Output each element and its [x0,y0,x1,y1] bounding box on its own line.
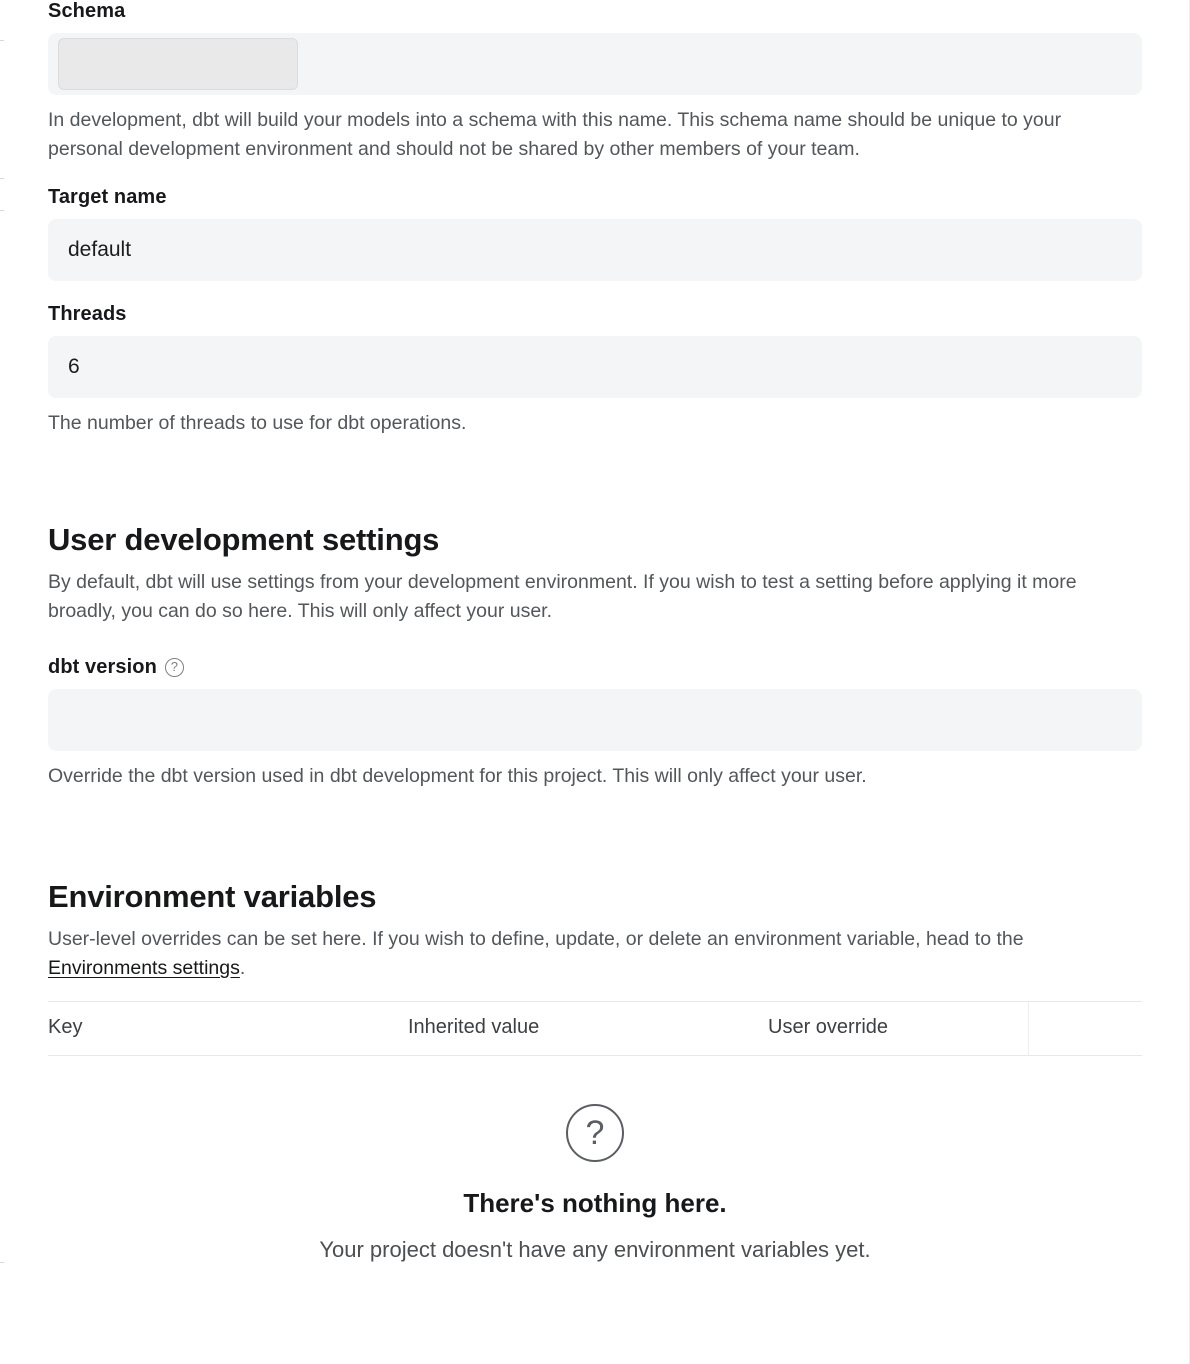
threads-input[interactable]: 6 [48,336,1142,398]
schema-field-group [48,0,1142,164]
edge-tick [0,178,4,179]
question-mark-icon[interactable]: ? [165,658,184,677]
table-header-row [48,1002,1142,1056]
schema-label: Schema [48,0,126,22]
column-header-key: Key [48,1002,408,1056]
schema-helper-text: In development, dbt will build your models into a schema with this name. This schema name should be unique to your personal development environment and should not be shared by other members of your team. [48,109,1062,160]
edge-tick [0,210,4,211]
user-development-settings-title: User development settings [48,522,440,557]
threads-label: Threads [48,303,127,325]
column-header-actions [1028,1002,1142,1056]
environments-settings-link[interactable]: Environments settings [48,957,240,979]
empty-state-subtitle: Your project doesn't have any environment variables yet. [319,1237,871,1262]
schema-input[interactable] [48,33,1142,95]
threads-field-group [48,303,1142,438]
environment-variables-section [48,879,1142,1263]
edge-tick [0,1262,4,1263]
user-development-settings-description: By default, dbt will use settings from your development environment. If you wish to test a setting before applying it more broadly, you can do so here. This will only affect your user. [48,571,1077,622]
env-desc-part2: . [239,957,246,979]
threads-helper-text: The number of threads to use for dbt operations. [48,412,467,434]
schema-input-inner-value[interactable] [58,38,298,90]
target-name-field-group [48,186,1142,281]
left-edge-rail [0,0,4,1364]
target-name-input[interactable]: default [48,219,1142,281]
user-development-settings-section [48,522,1142,791]
environment-variables-description [48,925,1140,983]
environment-variables-table [48,1001,1142,1056]
column-header-inherited-value: Inherited value [408,1002,768,1056]
env-desc-part1: User-level overrides can be set here. If you wish to define, update, or delete an environment variable, head to the [48,928,1024,950]
dbt-version-label: dbt version [48,656,157,678]
dbt-version-helper-text: Override the dbt version used in dbt development for this project. This will only affect your user. [48,765,867,787]
dbt-version-input[interactable] [48,689,1142,751]
empty-state-title: There's nothing here. [463,1188,727,1218]
question-circle-icon: ? [566,1104,624,1162]
empty-state [48,1056,1142,1263]
edge-tick [0,40,4,41]
target-name-label: Target name [48,186,167,208]
column-header-user-override: User override [768,1002,1028,1056]
dbt-version-label-row [48,656,1142,679]
environment-variables-title: Environment variables [48,879,377,914]
